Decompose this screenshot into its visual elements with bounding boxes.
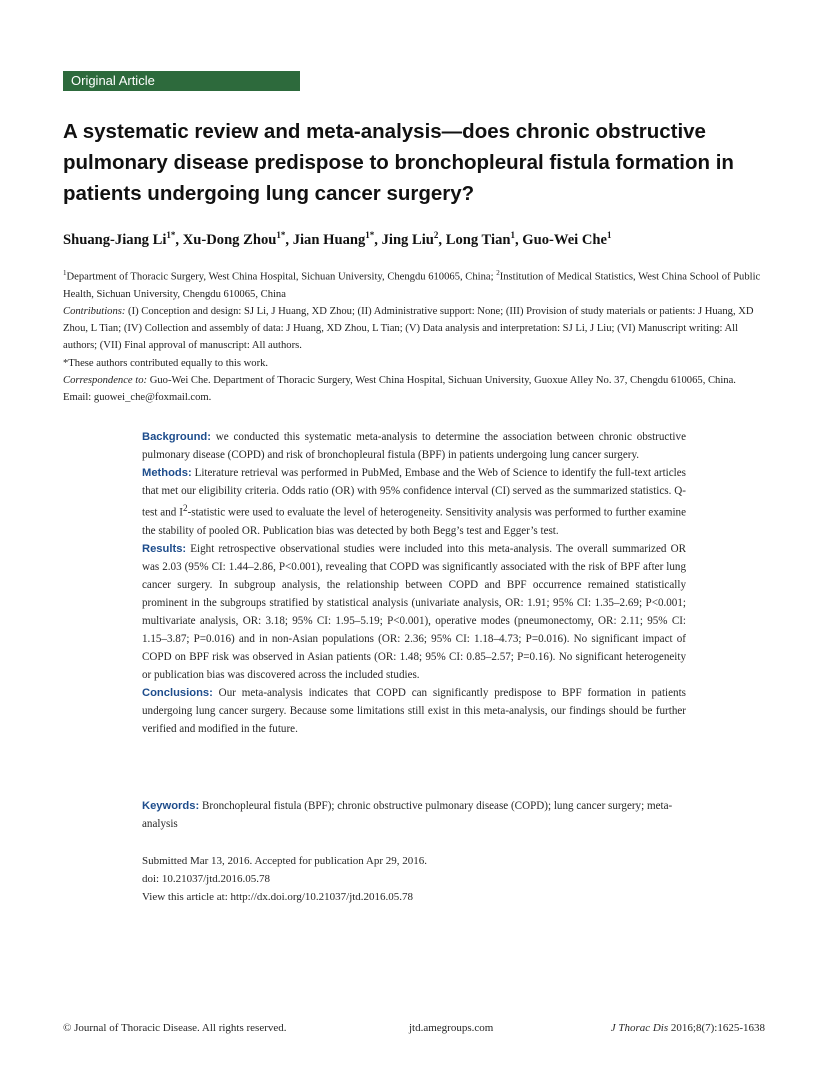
abstract [142,428,686,738]
author-affiliation-mark: 1 [607,230,612,240]
page-footer [63,1022,765,1038]
copyright: © Journal of Thoracic Disease. All rights reserved. [63,1022,287,1034]
article-type-badge: Original Article [63,71,300,91]
author-list: Shuang-Jiang $Li^{1*}$, Xu-Dong Zhou$^{1*}$, Jian Huang$^{1*}$, Jing Liu$^2$, Long Tian$^1$, Guo-Wei Che$^1$ [63,230,612,248]
article-meta [142,852,686,906]
contributions [63,303,765,355]
equal-contribution-note: *These authors contributed equally to this work. [63,357,269,369]
keywords [142,797,686,833]
abstract-conclusions [142,684,686,738]
article-link[interactable]: View this article at: http://dx.doi.org/10.21037/jtd.2016.05.78 [142,891,414,903]
affiliation-text: Department of Thoracic Surgery, West China Hospital, Sichuan University, Chengdu 610065, China; [66,271,497,283]
author-name: Long Tian [445,231,511,248]
submission-dates: Submitted Mar 13, 2016. Accepted for publication Apr 29, 2016. [142,855,428,867]
correspondence [63,372,765,406]
affiliation-mark: 1 [63,269,67,277]
abstract-methods [142,464,686,540]
author-name: Jian Huang [292,231,366,248]
journal-site-link[interactable]: jtd.amegroups.com [409,1022,494,1034]
author-affiliation-mark: 2 [433,230,439,240]
author-affiliation-mark: 1* [276,230,286,240]
results-text: Eight retrospective observational studies were included into this meta-analysis. The overall summarized OR was 2.03 (95% CI: 1.44–2.86, P<0.001), revealing that COPD was significantly associated with the risk of BPF after lung cancer surgery. In subgroup analysis, the relationship between COPD and BPF occurrence remained statistically prominent in the subgroups stratified by statistical analysis (univariate analysis, OR: 1.91; 95% CI: 1.35–2.69; P<0.001; multivariate analysis, OR: 3.18; 95% CI: 1.95–5.19; P<0.001), operative modes (pneumonectomy, OR: 2.11; 95% CI: 1.15–3.87; P=0.016) and in non-Asian populations (OR: 2.36; 95% CI: 1.18–4.73; P=0.016). No significant impact of COPD on BPF risk was observed in Asian patients (OR: 1.48; 95% CI: 0.85–2.57; P=0.16). No significant heterogeneity or publication bias was discovered across the included studies. [142,542,686,681]
author-affiliation-mark: 1* [166,230,176,240]
citation-details: 2016;8(7):1625-1638 [668,1022,765,1034]
abstract-results [142,540,686,684]
author-name: Xu-Dong Zhou [182,231,277,248]
author-name: Guo-Wei Che [522,231,608,248]
front-matter-notes [63,265,765,406]
keywords-text: Bronchopleural fistula (BPF); chronic obstructive pulmonary disease (COPD); lung cancer surgery; meta-analysis [142,800,673,830]
affiliation-mark: 2 [496,269,500,277]
methods-superscript: 2 [182,504,188,514]
methods-label: Methods: [142,467,192,479]
journal-citation [611,1022,765,1034]
journal-abbrev: J Thorac Dis [610,1022,669,1034]
keywords-line [142,797,686,833]
author-affiliation-mark: 1* [365,230,375,240]
contributions-label: Contributions: [63,305,126,317]
affiliations [63,265,765,303]
author-affiliation-mark: 1 [510,230,515,240]
affiliation-text: Institution of Medical Statistics, West China School of Public Health, Sichuan University, Chengdu 610065, China [63,271,761,300]
doi: doi: 10.21037/jtd.2016.05.78 [142,873,271,885]
conclusions-text: Our meta-analysis indicates that COPD can significantly predispose to BPF formation in patients undergoing lung cancer surgery. Because some limitations still exist in this meta-analysis, our findings should be further verified and modified in the future. [142,686,686,735]
author-name: Shuang-Jiang Li [63,231,167,248]
correspondence-text: Guo-Wei Che. Department of Thoracic Surgery, West China Hospital, Sichuan University, Guoxue Alley No. 37, Chengdu 610065, China. Email: guowei_che@foxmail.com. [63,374,736,403]
keywords-label: Keywords: [142,800,200,812]
background-text: we conducted this systematic meta-analysis to determine the association between chronic obstructive pulmonary disease (COPD) and risk of bronchopleural fistula (BPF) in patients undergoing lung cancer surgery. [142,431,686,461]
methods-text-cont: -statistic were used to evaluate the level of heterogeneity. Sensitivity analysis was performed to further examine the stability of pooled OR. Publication bias was detected by both Begg’s test and Egger’s test. [142,506,687,537]
contributions-text: (I) Conception and design: SJ Li, J Huang, XD Zhou; (II) Administrative support: None; (III) Provision of study materials or patients: J Huang, XD Zhou, L Tian; (IV) Collection and assembly of data: J Huang, XD Zhou, L Tian; (V) Data analysis and interpretation: SJ Li, J Liu; (VI) Manuscript writing: All authors; (VII) Final approval of manuscript: All authors. [63,305,754,352]
conclusions-label: Conclusions: [142,686,213,699]
correspondence-label: Correspondence to: [63,374,148,386]
abstract-background [142,428,686,464]
methods-text: Literature retrieval was performed in PubMed, Embase and the Web of Science to identify the full-text articles that met our eligibility criteria. Odds ratio (OR) with 95% confidence interval (CI) served as the summarized statistics. Q-test and I [142,467,686,519]
background-label: Background: [142,431,211,443]
results-label: Results: [142,542,187,555]
article-title: A systematic review and meta-analysis—does chronic obstructive pulmonary disease predispose to bronchopleural fistula formation in patients undergoing lung cancer surgery? [63,120,734,205]
author-name: Jing Liu [381,231,434,248]
